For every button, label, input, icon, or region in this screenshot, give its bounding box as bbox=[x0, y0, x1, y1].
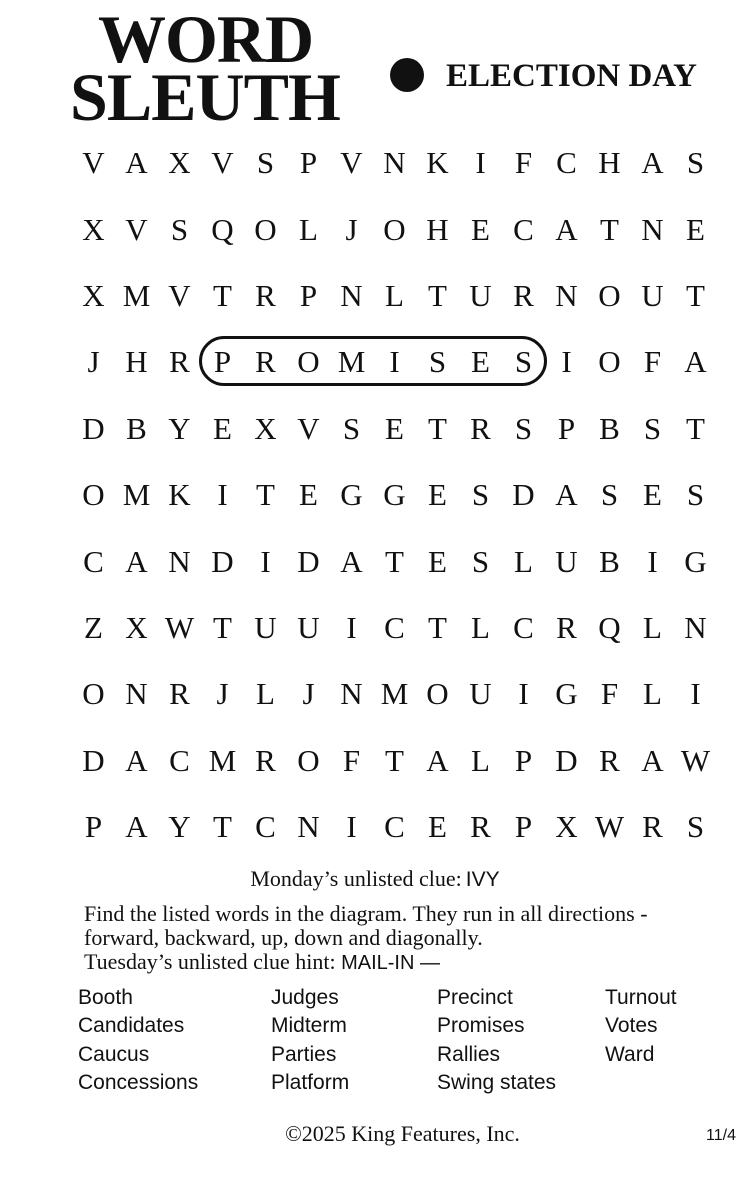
grid-letter: X bbox=[82, 277, 105, 313]
grid-letter: S bbox=[514, 410, 533, 446]
grid-letter: F bbox=[643, 344, 662, 380]
grid-letter: I bbox=[475, 145, 486, 181]
grid-letter: S bbox=[643, 410, 662, 446]
grid-letter: I bbox=[389, 344, 400, 380]
grid-letter: M bbox=[208, 742, 237, 778]
grid-letter: E bbox=[471, 211, 490, 247]
grid-letter: W bbox=[680, 742, 711, 778]
grid-letter: T bbox=[686, 277, 705, 313]
grid-letter: T bbox=[385, 742, 404, 778]
grid-letter: B bbox=[126, 410, 147, 446]
puzzle-date: 11/4 bbox=[706, 1127, 736, 1144]
grid-letter: U bbox=[641, 277, 664, 313]
word-list-item: Candidates bbox=[78, 1014, 185, 1038]
grid-letter: N bbox=[340, 277, 363, 313]
grid-letter: G bbox=[383, 477, 406, 513]
word-list-item: Precinct bbox=[437, 986, 513, 1009]
instructions-text: Find the listed words in the diagram. They run in all directions - forward, backward, up, down and diagonally. bbox=[84, 901, 648, 950]
grid-letter: O bbox=[383, 211, 406, 247]
grid-letter: N bbox=[297, 809, 320, 845]
grid-letter: P bbox=[514, 742, 533, 778]
grid-letter: B bbox=[599, 410, 620, 446]
grid-letter: X bbox=[555, 809, 578, 845]
grid-letter: F bbox=[514, 145, 533, 181]
grid-letter: A bbox=[125, 543, 148, 579]
grid-letter: L bbox=[471, 609, 490, 645]
grid-letter: X bbox=[254, 410, 277, 446]
word-column bbox=[271, 984, 349, 1098]
grid-letter: G bbox=[555, 676, 578, 712]
grid-letter: H bbox=[598, 145, 621, 181]
word-list-item: Promises bbox=[437, 1014, 525, 1038]
grid-letter: C bbox=[384, 609, 405, 645]
grid-letter: L bbox=[256, 676, 275, 712]
grid-letter: N bbox=[684, 609, 707, 645]
title-line-sleuth: SLEUTH bbox=[70, 59, 340, 135]
grid-letter: D bbox=[297, 543, 320, 579]
word-list-item: Platform bbox=[271, 1071, 350, 1095]
grid-letter: U bbox=[555, 543, 578, 579]
grid-letter: R bbox=[255, 344, 276, 380]
grid-letter: R bbox=[599, 742, 620, 778]
grid-letter: S bbox=[170, 211, 189, 247]
grid-letter: I bbox=[690, 676, 701, 712]
grid-letter: R bbox=[169, 344, 190, 380]
word-list-item: Votes bbox=[605, 1014, 658, 1038]
grid-letter: N bbox=[383, 145, 406, 181]
monday-clue bbox=[0, 864, 750, 895]
grid-letter: V bbox=[82, 145, 105, 181]
grid-letter: J bbox=[87, 344, 100, 380]
grid-letter: Y bbox=[168, 410, 191, 446]
grid-letter: L bbox=[299, 211, 318, 247]
puzzle-theme: ELECTION DAY bbox=[446, 58, 697, 94]
grid-letter: D bbox=[512, 477, 535, 513]
grid-letter: P bbox=[514, 809, 533, 845]
grid-letter: W bbox=[594, 809, 625, 845]
grid-letter: N bbox=[125, 676, 148, 712]
grid-letter: H bbox=[125, 344, 148, 380]
grid-letter: H bbox=[426, 211, 449, 247]
word-column bbox=[437, 984, 556, 1098]
grid-letter: Y bbox=[168, 809, 191, 845]
grid-letter: U bbox=[297, 609, 320, 645]
grid-letter: O bbox=[82, 676, 105, 712]
grid-letter: D bbox=[555, 742, 578, 778]
grid-letter: A bbox=[340, 543, 363, 579]
grid-letter: T bbox=[428, 609, 447, 645]
grid-letter: M bbox=[122, 277, 151, 313]
grid-letter: C bbox=[556, 145, 577, 181]
grid-letter: R bbox=[470, 809, 491, 845]
grid-letter: P bbox=[213, 344, 232, 380]
grid-letter: E bbox=[428, 809, 447, 845]
grid-letter: W bbox=[164, 609, 195, 645]
grid-letter: S bbox=[514, 344, 533, 380]
grid-letter: I bbox=[518, 676, 529, 712]
grid-letter: P bbox=[299, 277, 318, 313]
grid-letter: M bbox=[337, 344, 366, 380]
grid-letter: T bbox=[686, 410, 705, 446]
grid-letter: E bbox=[213, 410, 232, 446]
grid-letter: A bbox=[641, 145, 664, 181]
grid-letter: V bbox=[125, 211, 148, 247]
grid-letter: V bbox=[168, 277, 191, 313]
grid-letter: D bbox=[82, 742, 105, 778]
grid-letter: S bbox=[342, 410, 361, 446]
grid-letter: E bbox=[643, 477, 662, 513]
grid-letter: T bbox=[213, 609, 232, 645]
grid-letter: E bbox=[299, 477, 318, 513]
grid-letter: A bbox=[641, 742, 664, 778]
grid-letter: S bbox=[686, 145, 705, 181]
grid-letter: T bbox=[213, 809, 232, 845]
grid-letter: O bbox=[297, 742, 320, 778]
grid-letter: Z bbox=[84, 609, 103, 645]
word-list-item: Parties bbox=[271, 1042, 337, 1066]
grid-letter: S bbox=[471, 543, 490, 579]
grid-letter: L bbox=[514, 543, 533, 579]
grid-letter: O bbox=[82, 477, 105, 513]
word-list-item: Judges bbox=[271, 986, 339, 1009]
letter-grid bbox=[72, 130, 717, 860]
grid-letter: D bbox=[211, 543, 234, 579]
grid-letter: A bbox=[684, 344, 707, 380]
grid-letter: X bbox=[82, 211, 105, 247]
grid-letter: O bbox=[598, 344, 621, 380]
word-list-item: Swing states bbox=[437, 1071, 557, 1095]
grid-letter: N bbox=[555, 277, 578, 313]
grid-letter: V bbox=[340, 145, 363, 181]
grid-letter: N bbox=[168, 543, 191, 579]
grid-letter: S bbox=[686, 477, 705, 513]
word-column bbox=[78, 984, 198, 1098]
grid-letter: I bbox=[647, 543, 658, 579]
grid-letter: U bbox=[469, 277, 492, 313]
bullet-icon bbox=[390, 58, 424, 92]
grid-letter: L bbox=[643, 609, 662, 645]
grid-letter: I bbox=[217, 477, 228, 513]
grid-letter: S bbox=[686, 809, 705, 845]
grid-letter: A bbox=[125, 145, 148, 181]
grid-letter: B bbox=[599, 543, 620, 579]
tuesday-clue-value: MAIL-IN — bbox=[341, 952, 440, 974]
grid-letter: R bbox=[255, 277, 276, 313]
grid-letter: K bbox=[168, 477, 191, 513]
grid-letter: V bbox=[211, 145, 234, 181]
grid-letter: O bbox=[598, 277, 621, 313]
grid-letter: V bbox=[297, 410, 320, 446]
grid-letter: O bbox=[297, 344, 320, 380]
grid-letter: X bbox=[125, 609, 148, 645]
word-list-item: Rallies bbox=[437, 1042, 501, 1066]
grid-letter: E bbox=[428, 477, 447, 513]
word-column bbox=[605, 984, 677, 1069]
grid-letter: F bbox=[342, 742, 361, 778]
word-list bbox=[78, 984, 728, 1104]
grid-letter: C bbox=[513, 609, 534, 645]
grid-letter: K bbox=[426, 145, 449, 181]
grid-letter: R bbox=[470, 410, 491, 446]
grid-letter: T bbox=[385, 543, 404, 579]
grid-letter: Q bbox=[598, 609, 621, 645]
grid-letter: X bbox=[168, 145, 191, 181]
grid-letter: R bbox=[556, 609, 577, 645]
grid-letter: L bbox=[471, 742, 490, 778]
grid-letter: U bbox=[469, 676, 492, 712]
word-list-item: Turnout bbox=[605, 986, 677, 1009]
grid-letter: L bbox=[643, 676, 662, 712]
grid-letter: J bbox=[216, 676, 229, 712]
grid-letter: T bbox=[600, 211, 619, 247]
grid-letter: P bbox=[557, 410, 576, 446]
grid-letter: E bbox=[428, 543, 447, 579]
grid-letter: T bbox=[213, 277, 232, 313]
grid-letter: E bbox=[686, 211, 705, 247]
word-list-item: Midterm bbox=[271, 1014, 347, 1038]
grid-letter: M bbox=[122, 477, 151, 513]
grid-letter: Q bbox=[211, 211, 234, 247]
grid-letter: C bbox=[169, 742, 190, 778]
puzzle-title bbox=[70, 1, 370, 135]
grid-letter: I bbox=[346, 609, 357, 645]
grid-letter: S bbox=[256, 145, 275, 181]
grid-letter: G bbox=[340, 477, 363, 513]
monday-clue-value: IVY bbox=[465, 868, 500, 891]
grid-letter: F bbox=[600, 676, 619, 712]
grid-letter: N bbox=[340, 676, 363, 712]
grid-letter: I bbox=[260, 543, 271, 579]
grid-letter: R bbox=[642, 809, 663, 845]
grid-letter: G bbox=[684, 543, 707, 579]
grid-letter: N bbox=[641, 211, 664, 247]
tuesday-clue-label: Tuesday’s unlisted clue hint: bbox=[84, 949, 336, 974]
grid-letter: O bbox=[254, 211, 277, 247]
grid-letter: U bbox=[254, 609, 277, 645]
grid-letter: A bbox=[426, 742, 449, 778]
grid-letter: P bbox=[299, 145, 318, 181]
copyright: ©2025 King Features, Inc. bbox=[285, 1121, 520, 1146]
grid-letter: M bbox=[380, 676, 409, 712]
grid-letter: R bbox=[169, 676, 190, 712]
grid-letter: A bbox=[555, 211, 578, 247]
grid-letter: C bbox=[255, 809, 276, 845]
grid-letter: L bbox=[385, 277, 404, 313]
grid-letter: T bbox=[256, 477, 275, 513]
grid-letter: S bbox=[428, 344, 447, 380]
word-list-item: Ward bbox=[605, 1042, 655, 1066]
grid-letter: R bbox=[255, 742, 276, 778]
grid-letter: I bbox=[346, 809, 357, 845]
grid-letter: S bbox=[600, 477, 619, 513]
grid-letter: T bbox=[428, 277, 447, 313]
found-word-circle bbox=[199, 336, 547, 386]
word-list-item: Concessions bbox=[78, 1071, 199, 1095]
grid-letter: C bbox=[83, 543, 104, 579]
grid-letter: J bbox=[302, 676, 315, 712]
grid-letter: E bbox=[385, 410, 404, 446]
grid-letter: C bbox=[384, 809, 405, 845]
grid-letter: A bbox=[555, 477, 578, 513]
grid-letter: P bbox=[84, 809, 103, 845]
grid-letter: S bbox=[471, 477, 490, 513]
grid-letter: D bbox=[82, 410, 105, 446]
grid-letter: E bbox=[471, 344, 490, 380]
grid-letter: R bbox=[513, 277, 534, 313]
instructions bbox=[84, 902, 724, 975]
word-list-item: Caucus bbox=[78, 1042, 150, 1066]
word-list-item: Booth bbox=[78, 986, 133, 1009]
grid-letter: A bbox=[125, 809, 148, 845]
grid-letter: I bbox=[561, 344, 572, 380]
grid-letter: C bbox=[513, 211, 534, 247]
grid-letter: O bbox=[426, 676, 449, 712]
grid-letter: T bbox=[428, 410, 447, 446]
title-line-word: WORD bbox=[98, 1, 314, 77]
grid-letter: J bbox=[345, 211, 358, 247]
grid-letter: A bbox=[125, 742, 148, 778]
monday-clue-label: Monday’s unlisted clue: bbox=[250, 866, 462, 891]
